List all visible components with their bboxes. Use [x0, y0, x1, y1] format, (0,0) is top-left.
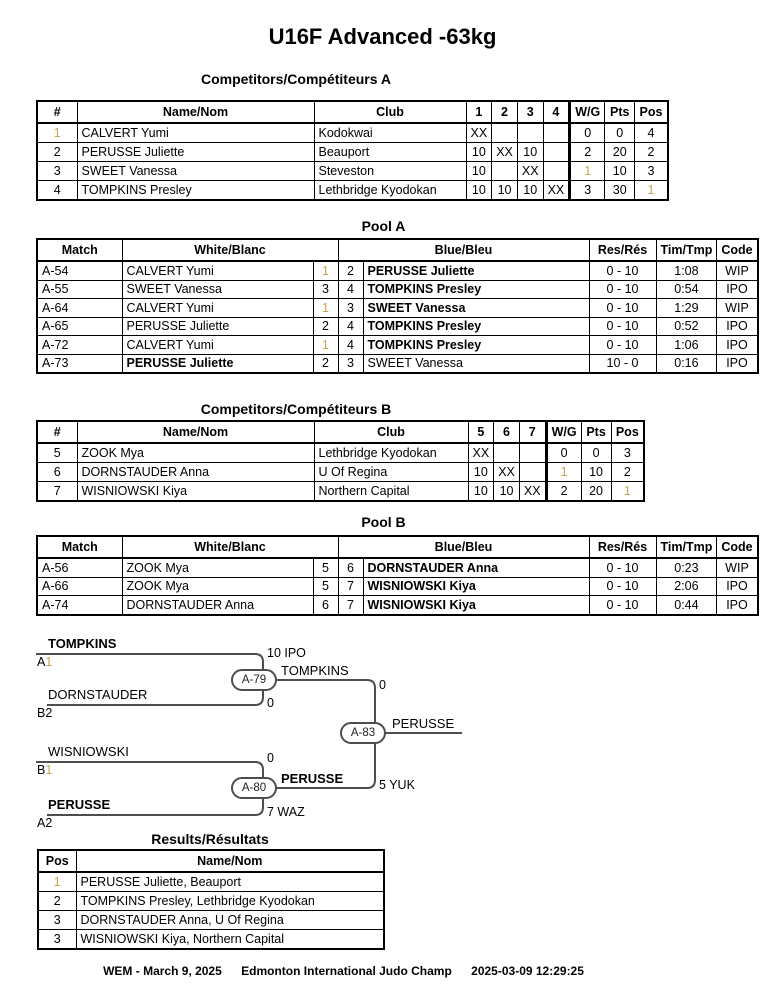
bracket-seed: [37, 764, 52, 777]
semifinal-winner-score: 0: [379, 678, 386, 692]
table-row: [37, 123, 668, 143]
table-cell: 3: [570, 181, 605, 201]
table-cell: 3: [38, 911, 76, 930]
column-header: Tim/Tmp: [656, 239, 717, 261]
table-cell: SWEET Vanessa: [77, 162, 314, 181]
page-title: U16F Advanced -63kg: [268, 24, 497, 49]
table-cell: 2:06: [656, 577, 717, 596]
footer-event-date: WEM - March 9, 2025: [103, 964, 222, 978]
table-cell: XX: [468, 443, 494, 463]
table-cell: ZOOK Mya: [122, 558, 313, 577]
table-cell: 0 - 10: [589, 596, 656, 615]
table-cell: CALVERT Yumi: [122, 261, 313, 280]
table-cell: 10: [468, 482, 494, 502]
bracket-score: 0: [267, 696, 274, 710]
bracket-seed: [37, 656, 52, 669]
table-cell: 2: [611, 463, 644, 482]
bracket-competitor-name: WISNIOWSKI: [48, 744, 129, 759]
table-cell: 10: [494, 482, 520, 502]
table-cell: SWEET Vanessa: [363, 299, 589, 318]
table-cell: A-64: [37, 299, 122, 318]
table-cell: DORNSTAUDER Anna: [363, 558, 589, 577]
bracket-score: 7 WAZ: [267, 805, 305, 819]
table-cell: IPO: [717, 280, 758, 299]
column-header: Match: [37, 536, 122, 558]
semifinal-winner-name: PERUSSE: [281, 771, 344, 786]
table-row: [37, 443, 644, 463]
table-cell: 2: [37, 143, 77, 162]
seed-letter: B: [37, 763, 46, 777]
column-header: Tim/Tmp: [656, 536, 717, 558]
column-header: 2: [492, 101, 518, 123]
table-cell: [492, 123, 518, 143]
table-cell: A-73: [37, 354, 122, 373]
table-cell: WIP: [717, 299, 758, 318]
footer-timestamp: 2025-03-09 12:29:25: [471, 964, 584, 978]
competitors-b-table: [36, 420, 645, 502]
column-header: Pos: [635, 101, 668, 123]
column-header: W/G: [546, 421, 581, 443]
table-cell: CALVERT Yumi: [77, 123, 314, 143]
table-cell: 4: [338, 336, 363, 355]
table-row: [38, 911, 384, 930]
footer: [0, 964, 765, 978]
column-header: Pos: [611, 421, 644, 443]
table-cell: DORNSTAUDER Anna, U Of Regina: [76, 911, 384, 930]
table-cell: 20: [605, 143, 635, 162]
seed-number: 2: [45, 706, 53, 720]
table-cell: IPO: [717, 354, 758, 373]
table-cell: 0:54: [656, 280, 717, 299]
table-cell: DORNSTAUDER Anna: [77, 463, 314, 482]
table-cell: 1: [38, 872, 76, 892]
table-cell: WIP: [717, 261, 758, 280]
elimination-bracket: [0, 630, 500, 840]
table-cell: WISNIOWSKI Kiya: [363, 577, 589, 596]
competitors-a-table: [36, 100, 669, 201]
table-cell: XX: [543, 181, 570, 201]
table-row: [37, 482, 644, 502]
table-cell: XX: [517, 162, 543, 181]
pool-b-title: Pool B: [361, 514, 406, 530]
table-cell: ZOOK Mya: [122, 577, 313, 596]
column-header: 5: [468, 421, 494, 443]
table-cell: TOMPKINS Presley: [77, 181, 314, 201]
results-title: Results/Résultats: [151, 831, 269, 847]
column-header: W/G: [570, 101, 605, 123]
semifinal-winner-score: 5 YUK: [379, 778, 415, 792]
column-header: Code: [717, 536, 758, 558]
table-cell: PERUSSE Juliette: [363, 261, 589, 280]
table-cell: SWEET Vanessa: [363, 354, 589, 373]
table-cell: 1: [611, 482, 644, 502]
table-row: [37, 162, 668, 181]
table-cell: 30: [605, 181, 635, 201]
table-cell: 0 - 10: [589, 280, 656, 299]
table-cell: 2: [313, 317, 338, 336]
table-cell: TOMPKINS Presley: [363, 280, 589, 299]
table-row: [37, 280, 758, 299]
seed-letter: A: [37, 816, 46, 830]
table-cell: WISNIOWSKI Kiya, Northern Capital: [76, 930, 384, 950]
table-row: [37, 463, 644, 482]
column-header: Name/Nom: [77, 421, 314, 443]
table-row: [37, 181, 668, 201]
table-cell: 1: [570, 162, 605, 181]
table-cell: [492, 162, 518, 181]
column-header: Name/Nom: [77, 101, 314, 123]
table-cell: Northern Capital: [314, 482, 468, 502]
table-cell: 0: [570, 123, 605, 143]
table-cell: [543, 123, 570, 143]
table-cell: 0 - 10: [589, 558, 656, 577]
table-cell: 4: [338, 317, 363, 336]
table-cell: [517, 123, 543, 143]
table-cell: XX: [519, 482, 546, 502]
match-number-a79: A-79: [241, 674, 267, 686]
table-cell: 3: [635, 162, 668, 181]
match-number-a83: A-83: [350, 727, 376, 739]
table-cell: 6: [338, 558, 363, 577]
table-cell: Steveston: [314, 162, 466, 181]
table-cell: A-72: [37, 336, 122, 355]
table-cell: 10: [605, 162, 635, 181]
table-row: [37, 336, 758, 355]
table-cell: 0: [605, 123, 635, 143]
column-header: Pts: [605, 101, 635, 123]
seed-letter: A: [37, 655, 46, 669]
table-cell: Beauport: [314, 143, 466, 162]
table-cell: 1:08: [656, 261, 717, 280]
table-cell: 10: [517, 181, 543, 201]
table-cell: PERUSSE Juliette: [122, 317, 313, 336]
table-cell: A-56: [37, 558, 122, 577]
table-cell: Lethbridge Kyodokan: [314, 443, 468, 463]
column-header: White/Blanc: [122, 536, 338, 558]
competitors-b-title: Competitors/Compétiteurs B: [200, 401, 392, 417]
table-header-row: [37, 239, 758, 261]
table-cell: [543, 143, 570, 162]
pool-b-table: [36, 535, 759, 616]
competitors-a-title: Competitors/Compétiteurs A: [200, 71, 392, 87]
table-cell: 4: [635, 123, 668, 143]
table-header-row: [37, 101, 668, 123]
table-cell: 0:44: [656, 596, 717, 615]
table-row: [37, 558, 758, 577]
bracket-competitor-name: DORNSTAUDER: [48, 687, 148, 702]
table-cell: CALVERT Yumi: [122, 336, 313, 355]
column-header: Pos: [38, 850, 76, 872]
table-cell: 7: [37, 482, 77, 502]
table-cell: Kodokwai: [314, 123, 466, 143]
table-cell: IPO: [717, 596, 758, 615]
table-cell: 1: [313, 299, 338, 318]
table-cell: DORNSTAUDER Anna: [122, 596, 313, 615]
final-winner-name: PERUSSE: [392, 716, 455, 731]
table-cell: XX: [492, 143, 518, 162]
table-cell: 1:06: [656, 336, 717, 355]
column-header: 4: [543, 101, 570, 123]
table-row: [38, 872, 384, 892]
table-cell: XX: [494, 463, 520, 482]
table-cell: 0: [546, 443, 581, 463]
table-cell: 2: [38, 892, 76, 911]
table-cell: A-55: [37, 280, 122, 299]
table-cell: 7: [338, 577, 363, 596]
table-cell: PERUSSE Juliette: [122, 354, 313, 373]
table-cell: 1: [37, 123, 77, 143]
column-header: Club: [314, 421, 468, 443]
table-cell: A-65: [37, 317, 122, 336]
table-cell: PERUSSE Juliette, Beauport: [76, 872, 384, 892]
column-header: #: [37, 421, 77, 443]
bracket-competitor-name: TOMPKINS: [48, 636, 117, 651]
table-cell: TOMPKINS Presley: [363, 336, 589, 355]
table-cell: [543, 162, 570, 181]
table-cell: 0 - 10: [589, 299, 656, 318]
table-cell: IPO: [717, 317, 758, 336]
column-header: Res/Rés: [589, 239, 656, 261]
table-cell: WIP: [717, 558, 758, 577]
column-header: 7: [519, 421, 546, 443]
table-row: [37, 354, 758, 373]
table-cell: WISNIOWSKI Kiya: [363, 596, 589, 615]
column-header: 3: [517, 101, 543, 123]
table-cell: 10: [492, 181, 518, 201]
table-cell: [519, 463, 546, 482]
seed-number: 2: [45, 816, 53, 830]
column-header: 1: [466, 101, 492, 123]
table-cell: 0: [581, 443, 611, 463]
table-cell: ZOOK Mya: [77, 443, 314, 463]
table-cell: 3: [313, 280, 338, 299]
table-cell: Lethbridge Kyodokan: [314, 181, 466, 201]
column-header: Club: [314, 101, 466, 123]
footer-event-name: Edmonton International Judo Champ: [241, 964, 452, 978]
column-header: Blue/Bleu: [338, 239, 589, 261]
table-cell: TOMPKINS Presley, Lethbridge Kyodokan: [76, 892, 384, 911]
table-cell: 10: [581, 463, 611, 482]
table-cell: 1: [635, 181, 668, 201]
pool-a-title: Pool A: [361, 218, 406, 234]
table-cell: 1:29: [656, 299, 717, 318]
column-header: Res/Rés: [589, 536, 656, 558]
table-cell: 0 - 10: [589, 261, 656, 280]
table-cell: 5: [313, 558, 338, 577]
table-cell: 0:23: [656, 558, 717, 577]
table-cell: 2: [635, 143, 668, 162]
table-cell: 0 - 10: [589, 336, 656, 355]
table-row: [37, 577, 758, 596]
seed-number: 1: [45, 763, 53, 777]
table-cell: 3: [611, 443, 644, 463]
table-cell: 10: [468, 463, 494, 482]
table-header-row: [37, 536, 758, 558]
table-cell: 1: [313, 336, 338, 355]
table-cell: TOMPKINS Presley: [363, 317, 589, 336]
seed-number: 1: [45, 655, 53, 669]
table-cell: PERUSSE Juliette: [77, 143, 314, 162]
table-cell: SWEET Vanessa: [122, 280, 313, 299]
table-row: [37, 596, 758, 615]
table-cell: A-74: [37, 596, 122, 615]
table-cell: 10 - 0: [589, 354, 656, 373]
table-cell: 6: [37, 463, 77, 482]
table-row: [38, 930, 384, 950]
table-header-row: [38, 850, 384, 872]
table-cell: [519, 443, 546, 463]
table-cell: [494, 443, 520, 463]
table-cell: 0:16: [656, 354, 717, 373]
table-cell: 5: [313, 577, 338, 596]
bracket-score: 10 IPO: [267, 646, 306, 660]
table-cell: 1: [313, 261, 338, 280]
match-number-a80: A-80: [241, 782, 267, 794]
column-header: #: [37, 101, 77, 123]
semifinal-winner-name: TOMPKINS: [281, 663, 349, 678]
table-header-row: [37, 421, 644, 443]
column-header: Blue/Bleu: [338, 536, 589, 558]
column-header: 6: [494, 421, 520, 443]
table-row: [37, 143, 668, 162]
table-cell: 7: [338, 596, 363, 615]
table-cell: 3: [338, 354, 363, 373]
table-cell: 10: [466, 143, 492, 162]
table-cell: 2: [546, 482, 581, 502]
table-cell: 3: [37, 162, 77, 181]
table-cell: 3: [338, 299, 363, 318]
column-header: Name/Nom: [76, 850, 384, 872]
table-cell: 0:52: [656, 317, 717, 336]
table-cell: A-66: [37, 577, 122, 596]
table-cell: A-54: [37, 261, 122, 280]
table-cell: CALVERT Yumi: [122, 299, 313, 318]
table-row: [37, 299, 758, 318]
results-table: [37, 849, 385, 950]
table-cell: 2: [570, 143, 605, 162]
table-cell: 1: [546, 463, 581, 482]
table-cell: 0 - 10: [589, 317, 656, 336]
column-header: White/Blanc: [122, 239, 338, 261]
table-row: [38, 892, 384, 911]
pool-a-table: [36, 238, 759, 374]
table-cell: U Of Regina: [314, 463, 468, 482]
column-header: Code: [717, 239, 758, 261]
table-cell: 2: [338, 261, 363, 280]
table-cell: 10: [466, 162, 492, 181]
table-cell: 2: [313, 354, 338, 373]
table-cell: 10: [466, 181, 492, 201]
table-cell: IPO: [717, 336, 758, 355]
table-row: [37, 317, 758, 336]
column-header: Match: [37, 239, 122, 261]
table-cell: 3: [38, 930, 76, 950]
table-row: [37, 261, 758, 280]
table-cell: 4: [37, 181, 77, 201]
table-cell: 20: [581, 482, 611, 502]
table-cell: 0 - 10: [589, 577, 656, 596]
bracket-score: 0: [267, 751, 274, 765]
bracket-seed: [37, 817, 52, 830]
column-header: Pts: [581, 421, 611, 443]
table-cell: 10: [517, 143, 543, 162]
table-cell: WISNIOWSKI Kiya: [77, 482, 314, 502]
table-cell: IPO: [717, 577, 758, 596]
table-cell: 6: [313, 596, 338, 615]
bracket-seed: [37, 707, 52, 720]
seed-letter: B: [37, 706, 46, 720]
table-cell: 5: [37, 443, 77, 463]
table-cell: XX: [466, 123, 492, 143]
bracket-competitor-name: PERUSSE: [48, 797, 111, 812]
table-cell: 4: [338, 280, 363, 299]
